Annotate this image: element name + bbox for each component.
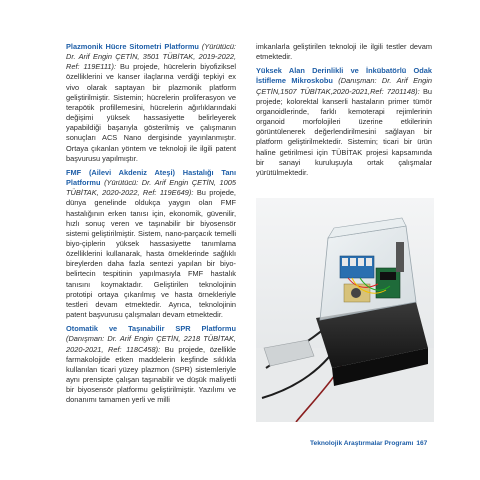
- section-plazmonik: [66, 42, 236, 164]
- device-photo-illustration: [256, 198, 434, 422]
- section-heading: FMF (Ailevi Akdeniz Ateşi) Hastalığı Tanı Platformu: [66, 167, 236, 188]
- section-meta: (Danışman: Dr. Arif Engin ÇETİN,1507 TÜBİTAK,2020-2021,Ref: 7201148):: [256, 76, 433, 96]
- right-column: [256, 42, 432, 182]
- left-column: [66, 42, 236, 409]
- section-meta: (Yürütücü: Dr. Arif Engin ÇETİN, 1005 TÜBİTAK, 2020-2022, Ref: 119E649):: [66, 178, 236, 198]
- footer-label: Teknolojik Araştırmalar Programı: [310, 440, 414, 447]
- section-heading: Yüksek Alan Derinlikli ve İnkübatörlü Odak İstifleme Mikroskobu: [256, 66, 432, 86]
- section-meta: (Danışman: Dr. Arif Engin ÇETİN, 2218 TÜBİTAK, 2020-2021, Ref: 118C458):: [66, 334, 236, 354]
- section-body: Bu projede, özellikle farmakolojide etken maddelerin keşfinde sıklıkla kullanılan ticari yüzey plazmon (SPR) sistemleriyle aynı prensipte çalışan taşınabilir ve düşük maliyetli bir biyosensör platformu geliştirilmiştir. Yazılımı ve donanımı tamamen yerli ve milli: [66, 344, 236, 405]
- section-body: Bu projede, dünya genelinde oldukça yaygın olan FMF hastalığının erken tanısı için, ekonomik, güvenilir, hızlı sonuç veren ve taşınabilir bir biyosensör sistemi geliştirilmiştir. Sistem, nano-parçacık temelli biyo-çiplerin yüksek hassasiyette tanımlama özelliklerini kullanarak, hasta örneklerinde sağlıklı bireylerden daha fazla sentezi yapılan bir biyo-belirtecin tespitinin yapılmasıyla FMF hastalık tanısını koymaktadır. Geliştirilen teknolojinin prototipi ortaya çıkarılmış ve hasta örnekleriyle testleri devam etmektedir. Ayrıca, teknolojinin patent başvurusu çalışmaları devam etmektedir.: [66, 188, 236, 320]
- page-number: 167: [416, 440, 428, 447]
- page-footer: [310, 440, 436, 447]
- section-body: Bu projede; kolorektal kanserli hastaların primer tümör organoidlerinde, farklı kemoterapi rejimlerinin organoid morfolojileri üzerine etkilerinin görüntülenerek değerlendirilmesini sağlayan bir platform geliştirilmektedir. Sistemin; ticari bir ürün haline getirilmesi için TÜBİTAK projesi kapsamında bir sanayi kuruluşuyla ortak çalışmalar yürütülmektedir.: [256, 86, 432, 177]
- section-spr: [66, 324, 236, 405]
- device-photo: [256, 198, 434, 422]
- continuation-text: imkanlarla geliştirilen teknoloji ile ilgili testler devam etmektedir.: [256, 42, 432, 62]
- section-microscope: [256, 66, 432, 178]
- section-heading: Plazmonik Hücre Sitometri Platformu: [66, 42, 199, 51]
- section-meta: (Yürütücü: Dr. Arif Engin ÇETİN, 3501 TÜBİTAK, 2019-2022, Ref: 119E111):: [66, 42, 236, 72]
- section-fmf: [66, 168, 236, 320]
- section-body: Bu projede, hücrelerin biyofiziksel özelliklerini ve kanser ilaçlarına verdiği tepkiyi ex vivo olarak saptayan bir plazmonik platform geliştirilmiştir. Sistemin; hücrelerin proliferasyon ve terapötik profillemesini, hücrelerin ağırlıklarındaki değişimi yüksek hassasiyette belirleyerek yapabildiği başarıyla gösterilmiş ve çalışmanın sonuçları ACS Nano dergisinde yayınlanmıştır. Ortaya çıkanlan yöntem ve teknoloji ile ilgili patent başvurusu yapılmıştır.: [66, 62, 236, 163]
- section-heading: Otomatik ve Taşınabilir SPR Platformu: [66, 324, 236, 334]
